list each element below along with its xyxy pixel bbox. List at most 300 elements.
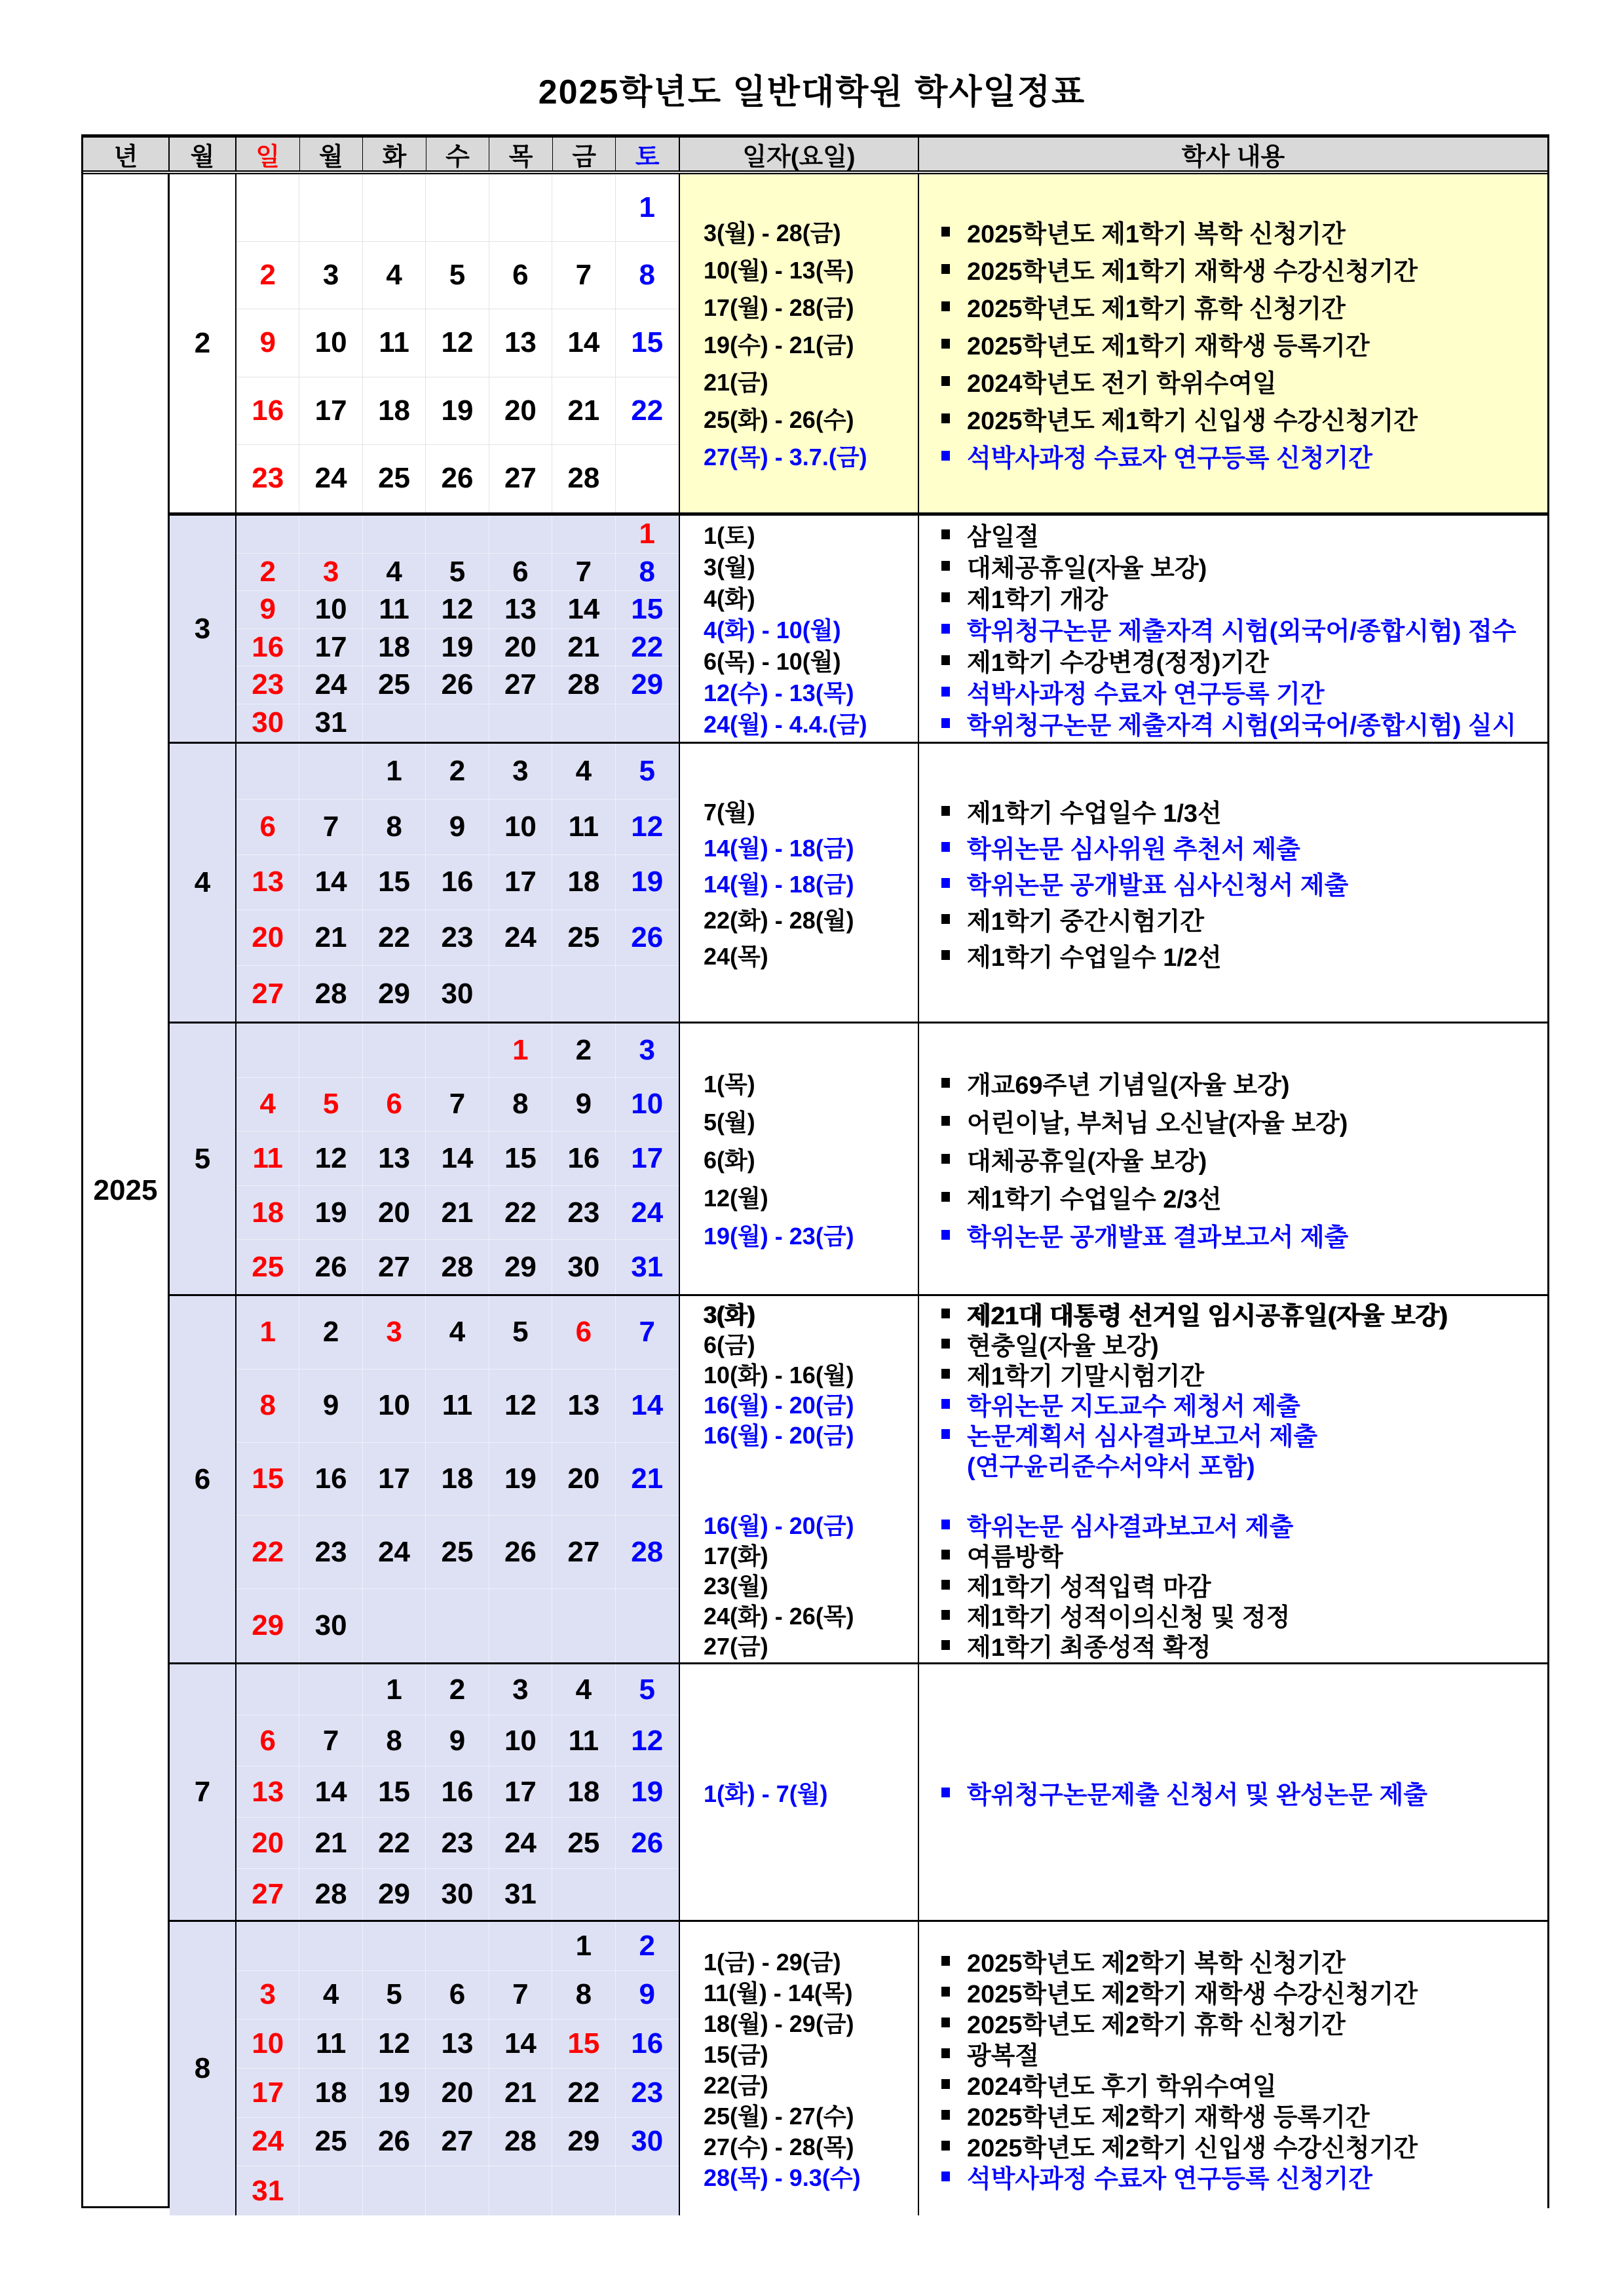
event-text: 2025학년도 제1학기 재학생 등록기간 bbox=[967, 332, 1370, 360]
calendar-day: 1 bbox=[552, 1922, 615, 1971]
calendar-day: 27 bbox=[236, 1869, 299, 1920]
event-text: 여름방학 bbox=[967, 1544, 1063, 1571]
calendar-day: 5 bbox=[489, 1296, 552, 1369]
event-date: 3(월) - 28(금) bbox=[704, 219, 841, 246]
calendar-day: 16 bbox=[616, 2019, 679, 2069]
bullet-icon bbox=[941, 1399, 950, 1409]
calendar-day: 11 bbox=[552, 1715, 615, 1767]
calendar-day bbox=[426, 2166, 489, 2215]
event-text: 2025학년도 제2학기 휴학 신청기간 bbox=[967, 2012, 1346, 2039]
calendar-day: 3 bbox=[363, 1296, 426, 1369]
calendar-grid bbox=[236, 174, 680, 512]
calendar-day: 8 bbox=[489, 1078, 552, 1132]
calendar-day: 11 bbox=[426, 1369, 489, 1443]
calendar-day: 29 bbox=[363, 1869, 426, 1920]
event-text: 2025학년도 제2학기 복학 신청기간 bbox=[967, 1950, 1346, 1978]
event-item bbox=[919, 1299, 1547, 1329]
event-date: 12(수) - 13(목) bbox=[704, 679, 854, 706]
event-item bbox=[919, 2161, 1547, 2192]
calendar-day: 5 bbox=[616, 744, 679, 799]
event-text: 석박사과정 수료자 연구등록 신청기간 bbox=[967, 2166, 1373, 2193]
calendar-day bbox=[426, 516, 489, 554]
calendar-day: 26 bbox=[363, 2118, 426, 2167]
schedule-table bbox=[81, 134, 1549, 2208]
event-text: 제1학기 수업일수 1/3선 bbox=[967, 799, 1222, 828]
calendar-day: 6 bbox=[489, 554, 552, 592]
calendar-day: 8 bbox=[363, 799, 426, 855]
calendar-day: 12 bbox=[426, 591, 489, 629]
calendar-day bbox=[363, 1024, 426, 1078]
event-item bbox=[919, 1216, 1547, 1254]
calendar-day: 5 bbox=[426, 554, 489, 592]
event-item bbox=[919, 1102, 1547, 1140]
calendar-day: 19 bbox=[616, 1767, 679, 1818]
calendar-day: 4 bbox=[363, 242, 426, 309]
year-cell: 2025 bbox=[83, 174, 170, 2206]
event-date: 11(월) - 14(목) bbox=[704, 1980, 853, 2006]
calendar-day bbox=[299, 2166, 362, 2215]
event-item bbox=[919, 1064, 1547, 1102]
calendar-day: 12 bbox=[489, 1369, 552, 1443]
event-item bbox=[919, 1976, 1547, 2007]
event-date: 1(토) bbox=[704, 522, 755, 549]
event-date: 18(월) - 29(금) bbox=[704, 2010, 854, 2037]
calendar-day: 9 bbox=[616, 1971, 679, 2020]
calendar-day: 16 bbox=[236, 377, 299, 445]
bullet-icon bbox=[941, 950, 950, 960]
calendar-day: 6 bbox=[363, 1078, 426, 1132]
calendar-day: 2 bbox=[236, 242, 299, 309]
month-section-6 bbox=[170, 1296, 1547, 1664]
calendar-day: 28 bbox=[616, 1516, 679, 1589]
event-date: 28(목) - 9.3(수) bbox=[704, 2164, 861, 2191]
calendar-day bbox=[552, 516, 615, 554]
event-date: 16(월) - 20(금) bbox=[704, 1392, 854, 1419]
calendar-day: 15 bbox=[489, 1132, 552, 1186]
event-date bbox=[680, 1449, 918, 1480]
bullet-icon bbox=[941, 529, 950, 539]
event-date: 22(화) - 28(월) bbox=[704, 906, 854, 934]
month-section-8 bbox=[170, 1922, 1547, 2215]
calendar-grid bbox=[236, 1296, 680, 1662]
event-date: 12(월) bbox=[704, 1185, 768, 1212]
calendar-day: 4 bbox=[426, 1296, 489, 1369]
event-text: 제1학기 성적이의신청 및 정정 bbox=[967, 1604, 1291, 1632]
calendar-day: 23 bbox=[426, 1818, 489, 1869]
bullet-icon bbox=[941, 2172, 950, 2181]
calendar-day: 21 bbox=[299, 1818, 362, 1869]
calendar-day bbox=[299, 1922, 362, 1971]
event-item bbox=[919, 1776, 1547, 1808]
calendar-day: 2 bbox=[236, 554, 299, 592]
event-text: 2025학년도 제2학기 재학생 등록기간 bbox=[967, 2104, 1370, 2132]
header-date-column: 일자(요일) bbox=[680, 138, 919, 170]
calendar-day: 13 bbox=[426, 2019, 489, 2069]
event-item bbox=[919, 1510, 1547, 1540]
event-date: 14(월) - 18(금) bbox=[704, 870, 854, 898]
event-text: 석박사과정 수료자 연구등록 기간 bbox=[967, 681, 1325, 708]
bullet-icon bbox=[941, 655, 950, 665]
calendar-day: 18 bbox=[363, 629, 426, 667]
bullet-icon bbox=[941, 718, 950, 728]
bullet-icon bbox=[941, 1230, 950, 1240]
calendar-day: 10 bbox=[299, 591, 362, 629]
calendar-day: 13 bbox=[363, 1132, 426, 1186]
event-content-column bbox=[919, 1922, 1547, 2215]
calendar-day: 22 bbox=[552, 2069, 615, 2118]
month-number: 4 bbox=[170, 744, 236, 1022]
event-text: 현충일(자율 보강) bbox=[967, 1333, 1159, 1360]
bullet-icon bbox=[941, 1520, 950, 1529]
table-header-row bbox=[83, 138, 1547, 174]
calendar-day: 17 bbox=[236, 2069, 299, 2118]
header-content-column: 학사 내용 bbox=[1181, 143, 1285, 171]
event-item bbox=[919, 1630, 1547, 1660]
event-content-column bbox=[919, 744, 1547, 1022]
months-stack bbox=[170, 174, 1547, 2206]
calendar-day: 1 bbox=[363, 1664, 426, 1715]
calendar-day: 31 bbox=[236, 2166, 299, 2215]
calendar-day: 28 bbox=[552, 445, 615, 512]
calendar-day: 21 bbox=[616, 1443, 679, 1516]
calendar-day: 11 bbox=[299, 2019, 362, 2069]
calendar-day: 20 bbox=[236, 910, 299, 966]
calendar-day: 18 bbox=[236, 1186, 299, 1240]
calendar-day: 28 bbox=[426, 1240, 489, 1294]
event-item bbox=[919, 645, 1547, 676]
calendar-day: 13 bbox=[236, 1767, 299, 1818]
calendar-day bbox=[489, 174, 552, 242]
bullet-icon bbox=[941, 301, 950, 311]
event-item bbox=[919, 1140, 1547, 1178]
calendar-day: 29 bbox=[616, 666, 679, 704]
calendar-day: 20 bbox=[489, 377, 552, 445]
calendar-day: 2 bbox=[426, 744, 489, 799]
calendar-day: 6 bbox=[236, 1715, 299, 1767]
calendar-day: 12 bbox=[616, 1715, 679, 1767]
event-item bbox=[919, 1359, 1547, 1389]
event-date: 25(월) - 27(수) bbox=[704, 2103, 854, 2130]
event-date: 24(화) - 26(목) bbox=[704, 1603, 854, 1630]
event-date: 4(화) bbox=[704, 585, 755, 612]
calendar-day: 5 bbox=[616, 1664, 679, 1715]
calendar-day: 18 bbox=[426, 1443, 489, 1516]
event-date: 4(화) - 10(월) bbox=[704, 617, 841, 643]
event-item bbox=[919, 2007, 1547, 2038]
event-item bbox=[919, 250, 1547, 288]
event-text: 2025학년도 제2학기 신입생 수강신청기간 bbox=[967, 2135, 1418, 2162]
calendar-day: 21 bbox=[489, 2069, 552, 2118]
event-item bbox=[919, 829, 1547, 865]
bullet-icon bbox=[941, 842, 950, 852]
event-item bbox=[919, 288, 1547, 325]
event-text: 제1학기 수강변경(정정)기간 bbox=[967, 649, 1269, 677]
event-date: 3(화) bbox=[704, 1301, 755, 1328]
calendar-day: 4 bbox=[552, 744, 615, 799]
calendar-day: 31 bbox=[489, 1869, 552, 1920]
event-item bbox=[919, 1945, 1547, 1976]
calendar-day: 27 bbox=[552, 1516, 615, 1589]
calendar-day: 14 bbox=[616, 1369, 679, 1443]
bullet-icon bbox=[941, 1116, 950, 1126]
bullet-icon bbox=[941, 914, 950, 924]
event-content-column bbox=[919, 1024, 1547, 1294]
calendar-day bbox=[616, 1589, 679, 1662]
bullet-icon bbox=[941, 1956, 950, 1966]
calendar-day: 28 bbox=[489, 2118, 552, 2167]
calendar-day: 15 bbox=[616, 591, 679, 629]
calendar-day bbox=[552, 2166, 615, 2215]
bullet-icon bbox=[941, 2141, 950, 2151]
event-text: (연구윤리준수서약서 포함) bbox=[967, 1453, 1255, 1481]
event-text: 어린이날, 부처님 오신날(자율 보강) bbox=[967, 1110, 1348, 1138]
bullet-icon bbox=[941, 2048, 950, 2058]
month-section-5 bbox=[170, 1024, 1547, 1296]
calendar-day: 9 bbox=[236, 309, 299, 377]
event-content-column bbox=[919, 174, 1547, 512]
event-date: 22(금) bbox=[704, 2072, 768, 2099]
calendar-day: 14 bbox=[426, 1132, 489, 1186]
event-text: 광복절 bbox=[967, 2042, 1040, 2070]
calendar-day: 13 bbox=[236, 855, 299, 911]
event-date: 1(금) - 29(금) bbox=[704, 1949, 841, 1976]
event-text: 2025학년도 제2학기 재학생 수강신청기간 bbox=[967, 1981, 1418, 2008]
calendar-day bbox=[363, 174, 426, 242]
event-date: 10(화) - 16(월) bbox=[704, 1362, 854, 1388]
calendar-day: 21 bbox=[552, 629, 615, 667]
calendar-day bbox=[489, 1922, 552, 1971]
calendar-day: 3 bbox=[489, 1664, 552, 1715]
event-item bbox=[919, 676, 1547, 708]
calendar-day bbox=[426, 704, 489, 742]
calendar-day: 4 bbox=[236, 1078, 299, 1132]
event-date: 6(금) bbox=[704, 1331, 755, 1358]
calendar-day: 24 bbox=[363, 1516, 426, 1589]
calendar-day: 25 bbox=[426, 1516, 489, 1589]
calendar-day: 11 bbox=[363, 309, 426, 377]
calendar-day: 28 bbox=[299, 1869, 362, 1920]
calendar-day bbox=[552, 1589, 615, 1662]
calendar-day: 17 bbox=[363, 1443, 426, 1516]
calendar-day: 8 bbox=[363, 1715, 426, 1767]
calendar-day: 8 bbox=[552, 1971, 615, 2020]
event-item bbox=[919, 2099, 1547, 2130]
calendar-day: 20 bbox=[236, 1818, 299, 1869]
calendar-day: 26 bbox=[489, 1516, 552, 1589]
calendar-day: 15 bbox=[236, 1443, 299, 1516]
calendar-day: 11 bbox=[236, 1132, 299, 1186]
calendar-day: 3 bbox=[616, 1024, 679, 1078]
bullet-icon bbox=[941, 878, 950, 888]
bullet-icon bbox=[941, 1610, 950, 1620]
calendar-day: 27 bbox=[426, 2118, 489, 2167]
event-item bbox=[919, 865, 1547, 901]
calendar-day bbox=[363, 1922, 426, 1971]
calendar-day: 5 bbox=[426, 242, 489, 309]
event-text: 제1학기 수업일수 1/2선 bbox=[967, 944, 1222, 972]
event-text: 제1학기 성적입력 마감 bbox=[967, 1574, 1211, 1601]
calendar-day: 30 bbox=[616, 2118, 679, 2167]
bullet-icon bbox=[941, 1339, 950, 1349]
event-item bbox=[919, 362, 1547, 400]
calendar-day: 10 bbox=[616, 1078, 679, 1132]
month-section-3 bbox=[170, 516, 1547, 744]
calendar-day: 16 bbox=[299, 1443, 362, 1516]
event-date: 24(월) - 4.4.(금) bbox=[704, 711, 867, 738]
bullet-icon bbox=[941, 451, 950, 461]
calendar-day bbox=[299, 744, 362, 799]
calendar-day: 2 bbox=[616, 1922, 679, 1971]
event-item bbox=[919, 519, 1547, 550]
bullet-icon bbox=[941, 1429, 950, 1439]
bullet-icon bbox=[941, 1788, 950, 1797]
calendar-day: 4 bbox=[552, 1664, 615, 1715]
calendar-day: 18 bbox=[299, 2069, 362, 2118]
event-item bbox=[919, 1600, 1547, 1630]
event-item bbox=[919, 613, 1547, 645]
calendar-grid bbox=[236, 744, 680, 1022]
event-date: 10(월) - 13(목) bbox=[704, 256, 854, 284]
calendar-day: 23 bbox=[552, 1186, 615, 1240]
calendar-day: 23 bbox=[236, 445, 299, 512]
event-date: 23(월) bbox=[704, 1573, 768, 1599]
calendar-day: 12 bbox=[363, 2019, 426, 2069]
calendar-day bbox=[426, 1024, 489, 1078]
calendar-day: 20 bbox=[426, 2069, 489, 2118]
event-text: 2025학년도 제1학기 복학 신청기간 bbox=[967, 220, 1346, 248]
calendar-day bbox=[363, 704, 426, 742]
event-text: 대체공휴일(자율 보강) bbox=[967, 555, 1207, 583]
calendar-day: 10 bbox=[363, 1369, 426, 1443]
event-date: 25(화) - 26(수) bbox=[704, 406, 854, 433]
calendar-day: 7 bbox=[552, 554, 615, 592]
month-section-4 bbox=[170, 744, 1547, 1024]
bullet-icon bbox=[941, 1550, 950, 1559]
calendar-day: 14 bbox=[489, 2019, 552, 2069]
header-weekday-화: 화 bbox=[363, 138, 426, 170]
calendar-day bbox=[552, 704, 615, 742]
calendar-day: 2 bbox=[552, 1024, 615, 1078]
calendar-day: 2 bbox=[426, 1664, 489, 1715]
calendar-day bbox=[236, 516, 299, 554]
event-text: 2024학년도 후기 학위수여일 bbox=[967, 2073, 1277, 2101]
calendar-day: 28 bbox=[552, 666, 615, 704]
event-date: 19(수) - 21(금) bbox=[704, 331, 854, 358]
calendar-day bbox=[236, 1922, 299, 1971]
calendar-day: 27 bbox=[489, 445, 552, 512]
header-weekday-목: 목 bbox=[489, 138, 553, 170]
event-content-column bbox=[919, 1664, 1547, 1920]
event-item bbox=[919, 2069, 1547, 2099]
calendar-day bbox=[299, 1664, 362, 1715]
event-text: 석박사과정 수료자 연구등록 신청기간 bbox=[967, 444, 1373, 472]
event-date: 15(금) bbox=[704, 2041, 768, 2068]
event-text: 논문계획서 심사결과보고서 제출 bbox=[967, 1423, 1318, 1451]
calendar-day bbox=[616, 2166, 679, 2215]
calendar-day: 1 bbox=[616, 516, 679, 554]
event-date: 21(금) bbox=[704, 368, 768, 396]
event-item bbox=[919, 1389, 1547, 1419]
calendar-day: 14 bbox=[552, 591, 615, 629]
calendar-day bbox=[489, 966, 552, 1022]
event-text: 2024학년도 전기 학위수여일 bbox=[967, 370, 1277, 398]
event-item bbox=[919, 325, 1547, 362]
calendar-day bbox=[236, 744, 299, 799]
event-text: 개교69주년 기념일(자율 보강) bbox=[967, 1072, 1290, 1100]
calendar-day: 26 bbox=[616, 910, 679, 966]
calendar-day: 27 bbox=[489, 666, 552, 704]
event-date: 1(목) bbox=[704, 1071, 755, 1098]
calendar-day: 8 bbox=[236, 1369, 299, 1443]
bullet-icon bbox=[941, 264, 950, 274]
event-item bbox=[919, 1178, 1547, 1216]
calendar-day: 14 bbox=[299, 855, 362, 911]
calendar-day: 29 bbox=[363, 966, 426, 1022]
calendar-day: 30 bbox=[426, 1869, 489, 1920]
calendar-day: 6 bbox=[426, 1971, 489, 2020]
calendar-day bbox=[426, 1589, 489, 1662]
event-text: 학위논문 지도교수 제청서 제출 bbox=[967, 1393, 1300, 1421]
calendar-day: 17 bbox=[489, 855, 552, 911]
calendar-day: 18 bbox=[363, 377, 426, 445]
bullet-icon bbox=[941, 1369, 950, 1379]
calendar-day: 16 bbox=[236, 629, 299, 667]
calendar-day: 24 bbox=[489, 910, 552, 966]
calendar-day: 3 bbox=[299, 554, 362, 592]
calendar-day: 22 bbox=[616, 377, 679, 445]
calendar-day: 7 bbox=[489, 1971, 552, 2020]
event-item bbox=[919, 2038, 1547, 2069]
bullet-icon bbox=[941, 1078, 950, 1088]
event-text: 2025학년도 제1학기 재학생 수강신청기간 bbox=[967, 258, 1418, 286]
calendar-day: 26 bbox=[426, 666, 489, 704]
calendar-day bbox=[616, 966, 679, 1022]
calendar-day: 15 bbox=[363, 1767, 426, 1818]
calendar-day: 6 bbox=[489, 242, 552, 309]
event-date-spacer bbox=[680, 1480, 918, 1510]
calendar-day bbox=[489, 704, 552, 742]
calendar-day: 5 bbox=[299, 1078, 362, 1132]
calendar-day: 12 bbox=[426, 309, 489, 377]
calendar-day: 12 bbox=[299, 1132, 362, 1186]
event-text: 2025학년도 제1학기 신입생 수강신청기간 bbox=[967, 407, 1418, 435]
event-item bbox=[919, 550, 1547, 582]
calendar-day: 20 bbox=[489, 629, 552, 667]
calendar-day: 9 bbox=[299, 1369, 362, 1443]
calendar-day: 13 bbox=[552, 1369, 615, 1443]
event-item bbox=[919, 400, 1547, 437]
calendar-day: 4 bbox=[363, 554, 426, 592]
bullet-icon bbox=[941, 2018, 950, 2027]
calendar-day: 1 bbox=[616, 174, 679, 242]
calendar-day: 18 bbox=[552, 855, 615, 911]
event-text: 학위청구논문 제출자격 시험(외국어/종합시험) 실시 bbox=[967, 712, 1517, 740]
calendar-day: 7 bbox=[299, 799, 362, 855]
bullet-icon bbox=[941, 1580, 950, 1590]
event-text: 2025학년도 제1학기 휴학 신청기간 bbox=[967, 295, 1346, 323]
calendar-day bbox=[299, 516, 362, 554]
bullet-icon bbox=[941, 1309, 950, 1318]
calendar-day: 31 bbox=[631, 1250, 664, 1283]
calendar-day: 25 bbox=[363, 445, 426, 512]
calendar-day: 15 bbox=[363, 855, 426, 911]
event-text: 대체공휴일(자율 보강) bbox=[967, 1148, 1207, 1176]
calendar-day: 24 bbox=[489, 1818, 552, 1869]
event-text: 제1학기 개강 bbox=[967, 586, 1108, 614]
event-date: 17(화) bbox=[704, 1542, 768, 1569]
calendar-day: 25 bbox=[299, 2118, 362, 2167]
calendar-day: 3 bbox=[236, 1971, 299, 2020]
